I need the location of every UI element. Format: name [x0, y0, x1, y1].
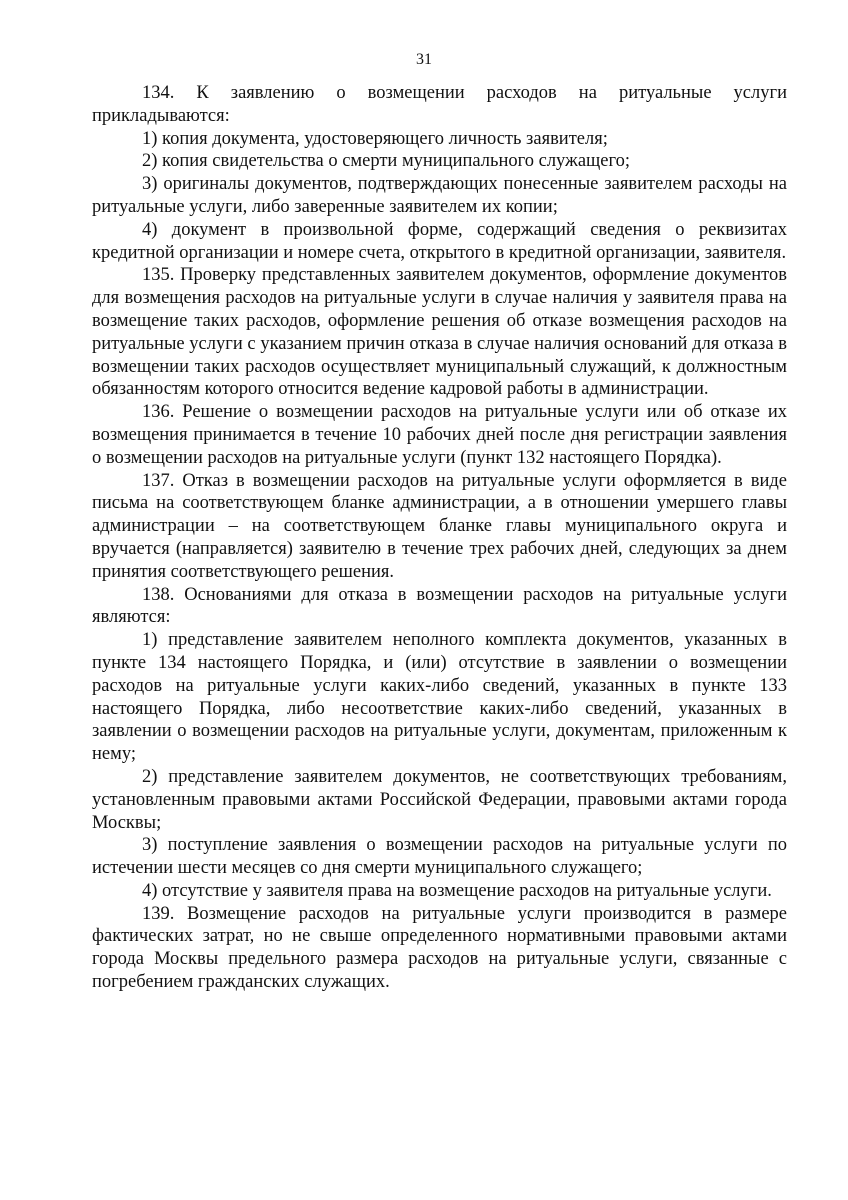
document-body	[92, 82, 787, 994]
list-item-138-2: 2) представление заявителем документов, не соответствующих требованиям, установленным правовыми актами Российской Федерации, правовыми актами города Москвы;	[92, 766, 787, 833]
list-item-138-1: 1) представление заявителем неполного комплекта документов, указанных в пункте 134 настоящего Порядка, и (или) отсутствие в заявлении о возмещении расходов на ритуальные услуги каких-либо сведений, указанных в пункте 133 настоящего Порядка, либо несоответствие каких-либо сведений, указанных в заявлении о возмещении расходов на ритуальные услуги, документам, приложенным к нему;	[92, 630, 787, 765]
paragraph-135: 135. Проверку представленных заявителем документов, оформление документов для возмещения расходов на ритуальные услуги в случае наличия у заявителя права на возмещение таких расходов, оформление решения об отказе возмещения расходов на ритуальные услуги с указанием причин отказа в случае наличия оснований для отказа в возмещении таких расходов осуществляет муниципальный служащий, к должностным обязанностям которого относится ведение кадровой работы в администрации.	[92, 265, 787, 400]
page-number: 31	[416, 51, 432, 68]
list-item-134-2: 2) копия свидетельства о смерти муниципального служащего;	[142, 151, 631, 172]
paragraph-134: 134. К заявлению о возмещении расходов на ритуальные услуги прикладываются:	[92, 83, 787, 126]
list-item-134-4: 4) документ в произвольной форме, содержащий сведения о реквизитах кредитной организации и номере счета, открытого в кредитной организации, заявителя.	[92, 219, 787, 263]
list-item-134-3: 3) оригиналы документов, подтверждающих понесенные заявителем расходы на ритуальные услуги, либо заверенные заявителем их копии;	[92, 174, 787, 217]
list-item-138-4: 4) отсутствие у заявителя права на возмещение расходов на ритуальные услуги.	[142, 880, 772, 901]
paragraph-137: 137. Отказ в возмещении расходов на ритуальные услуги оформляется в виде письма на соответствующем бланке администрации, а в отношении умершего главы администрации – на соответствующем бланке главы муниципального округа и вручается (направляется) заявителю в течение трех рабочих дней, следующих за днем принятия соответствующего решения.	[92, 470, 787, 582]
list-item-138-3: 3) поступление заявления о возмещении расходов на ритуальные услуги по истечении шести месяцев со дня смерти муниципального служащего;	[92, 835, 787, 879]
paragraph-139: 139. Возмещение расходов на ритуальные услуги производится в размере фактических затрат, но не свыше определенного нормативными правовыми актами города Москвы предельного размера расходов на ритуальные услуги, связанные с погребением гражданских служащих.	[92, 903, 787, 993]
list-item-134-1: 1) копия документа, удостоверяющего личность заявителя;	[142, 128, 608, 149]
paragraph-136: 136. Решение о возмещении расходов на ритуальные услуги или об отказе их возмещения принимается в течение 10 рабочих дней после дня регистрации заявления о возмещении расходов на ритуальные услуги (пункт 132 настоящего Порядка).	[92, 402, 787, 468]
paragraph-138: 138. Основаниями для отказа в возмещении расходов на ритуальные услуги являются:	[92, 584, 787, 628]
